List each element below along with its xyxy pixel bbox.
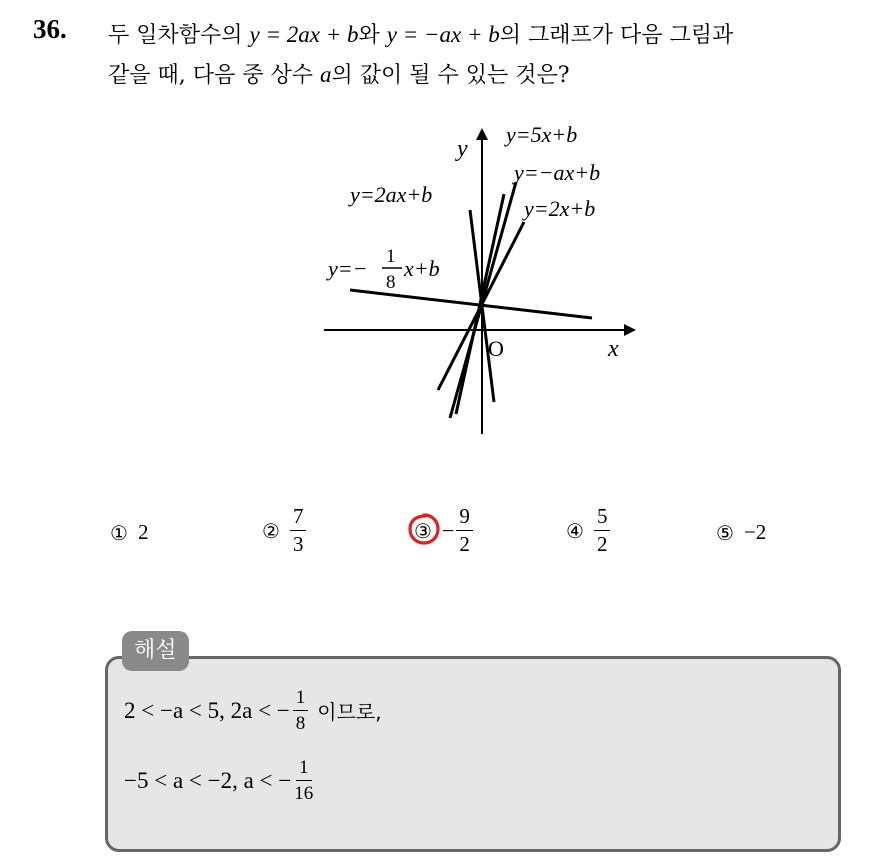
fraction-denominator: 2	[459, 532, 470, 556]
choice-number: ②	[262, 518, 280, 543]
constant-a: a	[319, 62, 332, 87]
choice-negative-sign: −	[441, 517, 455, 543]
solution-fraction	[294, 758, 313, 803]
label-2x: y=2x+b	[524, 196, 596, 221]
fraction-denominator: 16	[294, 783, 314, 804]
choice-number: ④	[566, 518, 584, 543]
choice-number: ⑤	[716, 520, 734, 545]
choice-fraction	[290, 506, 307, 555]
solution-text: 이므로,	[317, 700, 382, 724]
fraction-numerator: 1	[293, 688, 309, 711]
choice-number-text: ③	[414, 518, 432, 543]
question-text: 두 일차함수의	[108, 23, 243, 48]
solution-fraction	[293, 688, 309, 733]
question-line-2	[108, 58, 570, 89]
choice-fraction	[594, 506, 611, 555]
solution-line-2	[124, 758, 316, 803]
question-text: 의 그래프가 다음 그림과	[499, 23, 734, 48]
origin-label: O	[488, 336, 504, 361]
choice-2[interactable]	[262, 506, 306, 555]
label-5x: y=5x+b	[506, 122, 578, 147]
answer-choices	[0, 500, 884, 570]
fraction-denominator: 2	[596, 532, 608, 556]
label-eighth-prefix: y=−	[328, 256, 368, 281]
label-neg-ax: y=−ax+b	[514, 160, 601, 185]
fraction-numerator: 9	[456, 506, 473, 531]
question-line-1	[108, 18, 733, 49]
label-eighth-num: 1	[386, 246, 396, 267]
choice-4[interactable]	[566, 506, 610, 555]
x-axis-label: x	[608, 336, 619, 362]
label-eighth-den: 8	[386, 272, 396, 293]
fraction-numerator: 7	[290, 506, 307, 531]
graph-figure	[310, 118, 650, 438]
choice-3[interactable]	[414, 506, 473, 555]
question-text: 의 값이 될 수 있는 것은?	[331, 63, 570, 88]
label-eighth-suffix: x+b	[404, 256, 440, 281]
solution-line-1	[124, 688, 382, 733]
question-text: 같을 때, 다음 중 상수	[108, 63, 313, 88]
choice-5[interactable]	[716, 520, 766, 545]
choice-value: −2	[743, 520, 767, 544]
choice-1[interactable]	[110, 520, 148, 545]
fraction-numerator: 5	[594, 506, 611, 531]
solution-box	[105, 656, 841, 852]
solution-tab: 해설	[122, 631, 189, 671]
choice-number: ①	[110, 520, 128, 545]
solution-inequality: 2 < −a < 5, 2a < −	[124, 697, 290, 723]
function-2: y = −ax + b	[386, 22, 500, 47]
question-number: 36.	[33, 14, 67, 44]
fraction-denominator: 8	[295, 713, 306, 734]
solution-inequality: −5 < a < −2, a < −	[124, 767, 292, 793]
line-eighth	[350, 290, 592, 318]
fraction-denominator: 3	[292, 532, 304, 556]
choice-number	[414, 519, 432, 543]
choice-fraction	[456, 506, 473, 555]
label-2ax: y=2ax+b	[350, 182, 433, 207]
function-1: y = 2ax + b	[249, 22, 359, 47]
choice-value: 2	[137, 520, 149, 544]
fraction-numerator: 1	[296, 758, 312, 781]
question-text: 와	[358, 23, 380, 48]
y-axis-label: y	[457, 136, 468, 162]
